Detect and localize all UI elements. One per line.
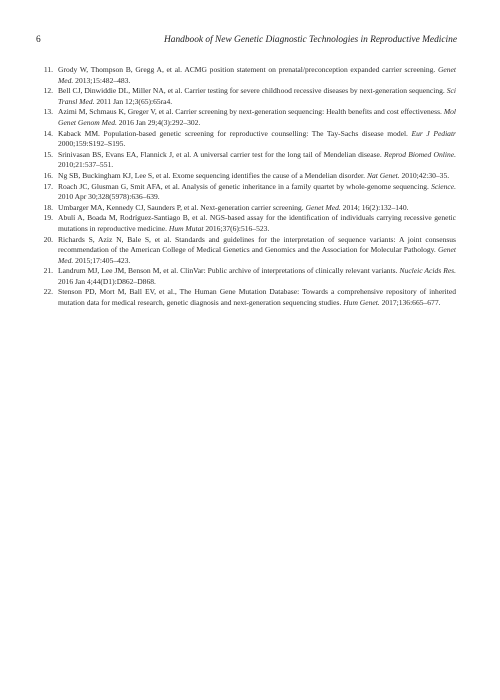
reference-citation: Grody W, Thompson B, Gregg A, et al. ACMG position statement on prenatal/preconception expanded carrier screening. [58, 65, 438, 74]
reference-number: 22. [43, 287, 53, 297]
reference-details: 2015;17:405–423. [73, 255, 131, 265]
reference-citation: Ng SB, Buckingham KJ, Lee S, et al. Exome sequencing identifies the cause of a Mendelian disorder. [58, 170, 367, 180]
reference-item [36, 171, 456, 182]
reference-citation: Roach JC, Glusman G, Smit AFA, et al. Analysis of genetic inheritance in a family quartet by whole-genome sequencing. [58, 181, 432, 191]
reference-text [58, 86, 456, 107]
reference-citation: Azimi M, Schmaus K, Greger V, et al. Carrier screening by next-generation sequencing: Health benefits and cost effectiveness. [58, 107, 444, 117]
reference-source: Nucleic Acids Res. [399, 266, 456, 276]
reference-item [36, 129, 456, 150]
reference-source: Mol Genet Genom Med. [58, 107, 456, 127]
reference-text [58, 107, 456, 128]
reference-text [58, 235, 456, 267]
reference-number: 19. [43, 213, 53, 223]
reference-source: Reprod Biomed Online. [384, 149, 456, 159]
reference-text [58, 182, 456, 203]
reference-citation: Umbarger MA, Kennedy CJ, Saunders P, et al. Next-generation carrier screening. [58, 202, 306, 212]
reference-list [36, 65, 456, 309]
reference-item [36, 213, 456, 234]
reference-source: Genet Med. [58, 65, 456, 85]
reference-source: Genet Med. [58, 245, 456, 265]
reference-source: Nat Genet. [366, 170, 400, 180]
reference-item [36, 182, 456, 203]
reference-source: Sci Transl Med. [58, 86, 456, 106]
reference-source: Hum Genet. [343, 298, 380, 308]
reference-number: 13. [43, 107, 53, 117]
reference-details: 2010 Apr 30;328(5978):636–639. [58, 192, 160, 202]
reference-citation: Landrum MJ, Lee JM, Benson M, et al. ClinVar: Public archive of interpretations of clinically relevant variants. [58, 266, 400, 276]
reference-number: 14. [43, 128, 53, 138]
reference-text [58, 287, 456, 308]
reference-item [36, 65, 456, 86]
reference-citation: Srinivasan BS, Evans EA, Flannick J, et al. A universal carrier test for the long tail of Mendelian disease. [58, 149, 385, 159]
reference-citation: Richards S, Aziz N, Bale S, et al. Standards and guidelines for the interpretation of sequence variants: A joint consensus recommendation of the American College of Medical Genetics and Genomics and the Association for Molecular Pathology. [58, 234, 456, 255]
reference-item [36, 266, 456, 287]
reference-text [58, 150, 456, 171]
reference-text [58, 266, 456, 287]
reference-details: 2017;136:665–677. [379, 298, 441, 308]
reference-details: 2016;37(6):516–523. [203, 223, 270, 233]
reference-item [36, 107, 456, 128]
reference-citation: Bell CJ, Dinwiddie DL, Miller NA, et al. Carrier testing for severe childhood recessive diseases by next-generation sequencing. [58, 86, 447, 96]
page-number: 6 [36, 35, 41, 45]
reference-text [58, 171, 456, 182]
reference-details: 2014; 16(2):132–140. [340, 202, 409, 212]
reference-number: 15. [43, 149, 53, 159]
reference-item [36, 235, 456, 267]
reference-item [36, 150, 456, 171]
reference-details: 2010;21:537–551. [58, 160, 114, 170]
reference-details: 2011 Jan 12;3(65):65ra4. [94, 96, 173, 106]
reference-source: Hum Mutat [168, 223, 204, 233]
reference-number: 16. [43, 170, 53, 180]
reference-source: Eur J Pediatr [411, 128, 456, 138]
reference-details: 2000;159:S192–S195. [58, 139, 126, 149]
reference-source: Genet Med. [305, 202, 341, 212]
reference-citation: Stenson PD, Mort M, Ball EV, et al., The Human Gene Mutation Database: Towards a comprehensive repository of inherited mutation data for medical research, genetic diagnosis and next-generation sequencing studies. [58, 287, 456, 308]
reference-item [36, 287, 456, 308]
reference-item [36, 86, 456, 107]
reference-text [58, 129, 456, 150]
reference-details: 2013;15:482–483. [73, 75, 131, 85]
reference-text [58, 203, 456, 214]
reference-source: Science. [431, 181, 456, 191]
reference-number: 12. [43, 86, 53, 96]
reference-text [58, 213, 456, 234]
reference-citation: Kaback MM. Population-based genetic screening for reproductive counselling: The Tay-Sachs disease model. [58, 128, 412, 138]
reference-number: 17. [43, 181, 53, 191]
reference-number: 20. [43, 234, 53, 244]
reference-text [58, 65, 456, 86]
reference-number: 21. [43, 266, 53, 276]
reference-item [36, 203, 456, 214]
page-header [36, 33, 457, 47]
running-title: Handbook of New Genetic Diagnostic Technologies in Reproductive Medicine [164, 35, 457, 45]
reference-details: 2016 Jan 29;4(3):292–302. [116, 117, 201, 127]
reference-details: 2010;42:30–35. [399, 170, 450, 180]
reference-citation: Abulí A, Boada M, Rodríguez-Santiago B, et al. NGS-based assay for the identification of individuals carrying recessive genetic mutations in reproductive medicine. [58, 213, 456, 233]
reference-details: 2016 Jan 4;44(D1):D862–D868. [58, 276, 156, 286]
reference-number: 11. [43, 65, 53, 74]
reference-number: 18. [43, 202, 53, 212]
